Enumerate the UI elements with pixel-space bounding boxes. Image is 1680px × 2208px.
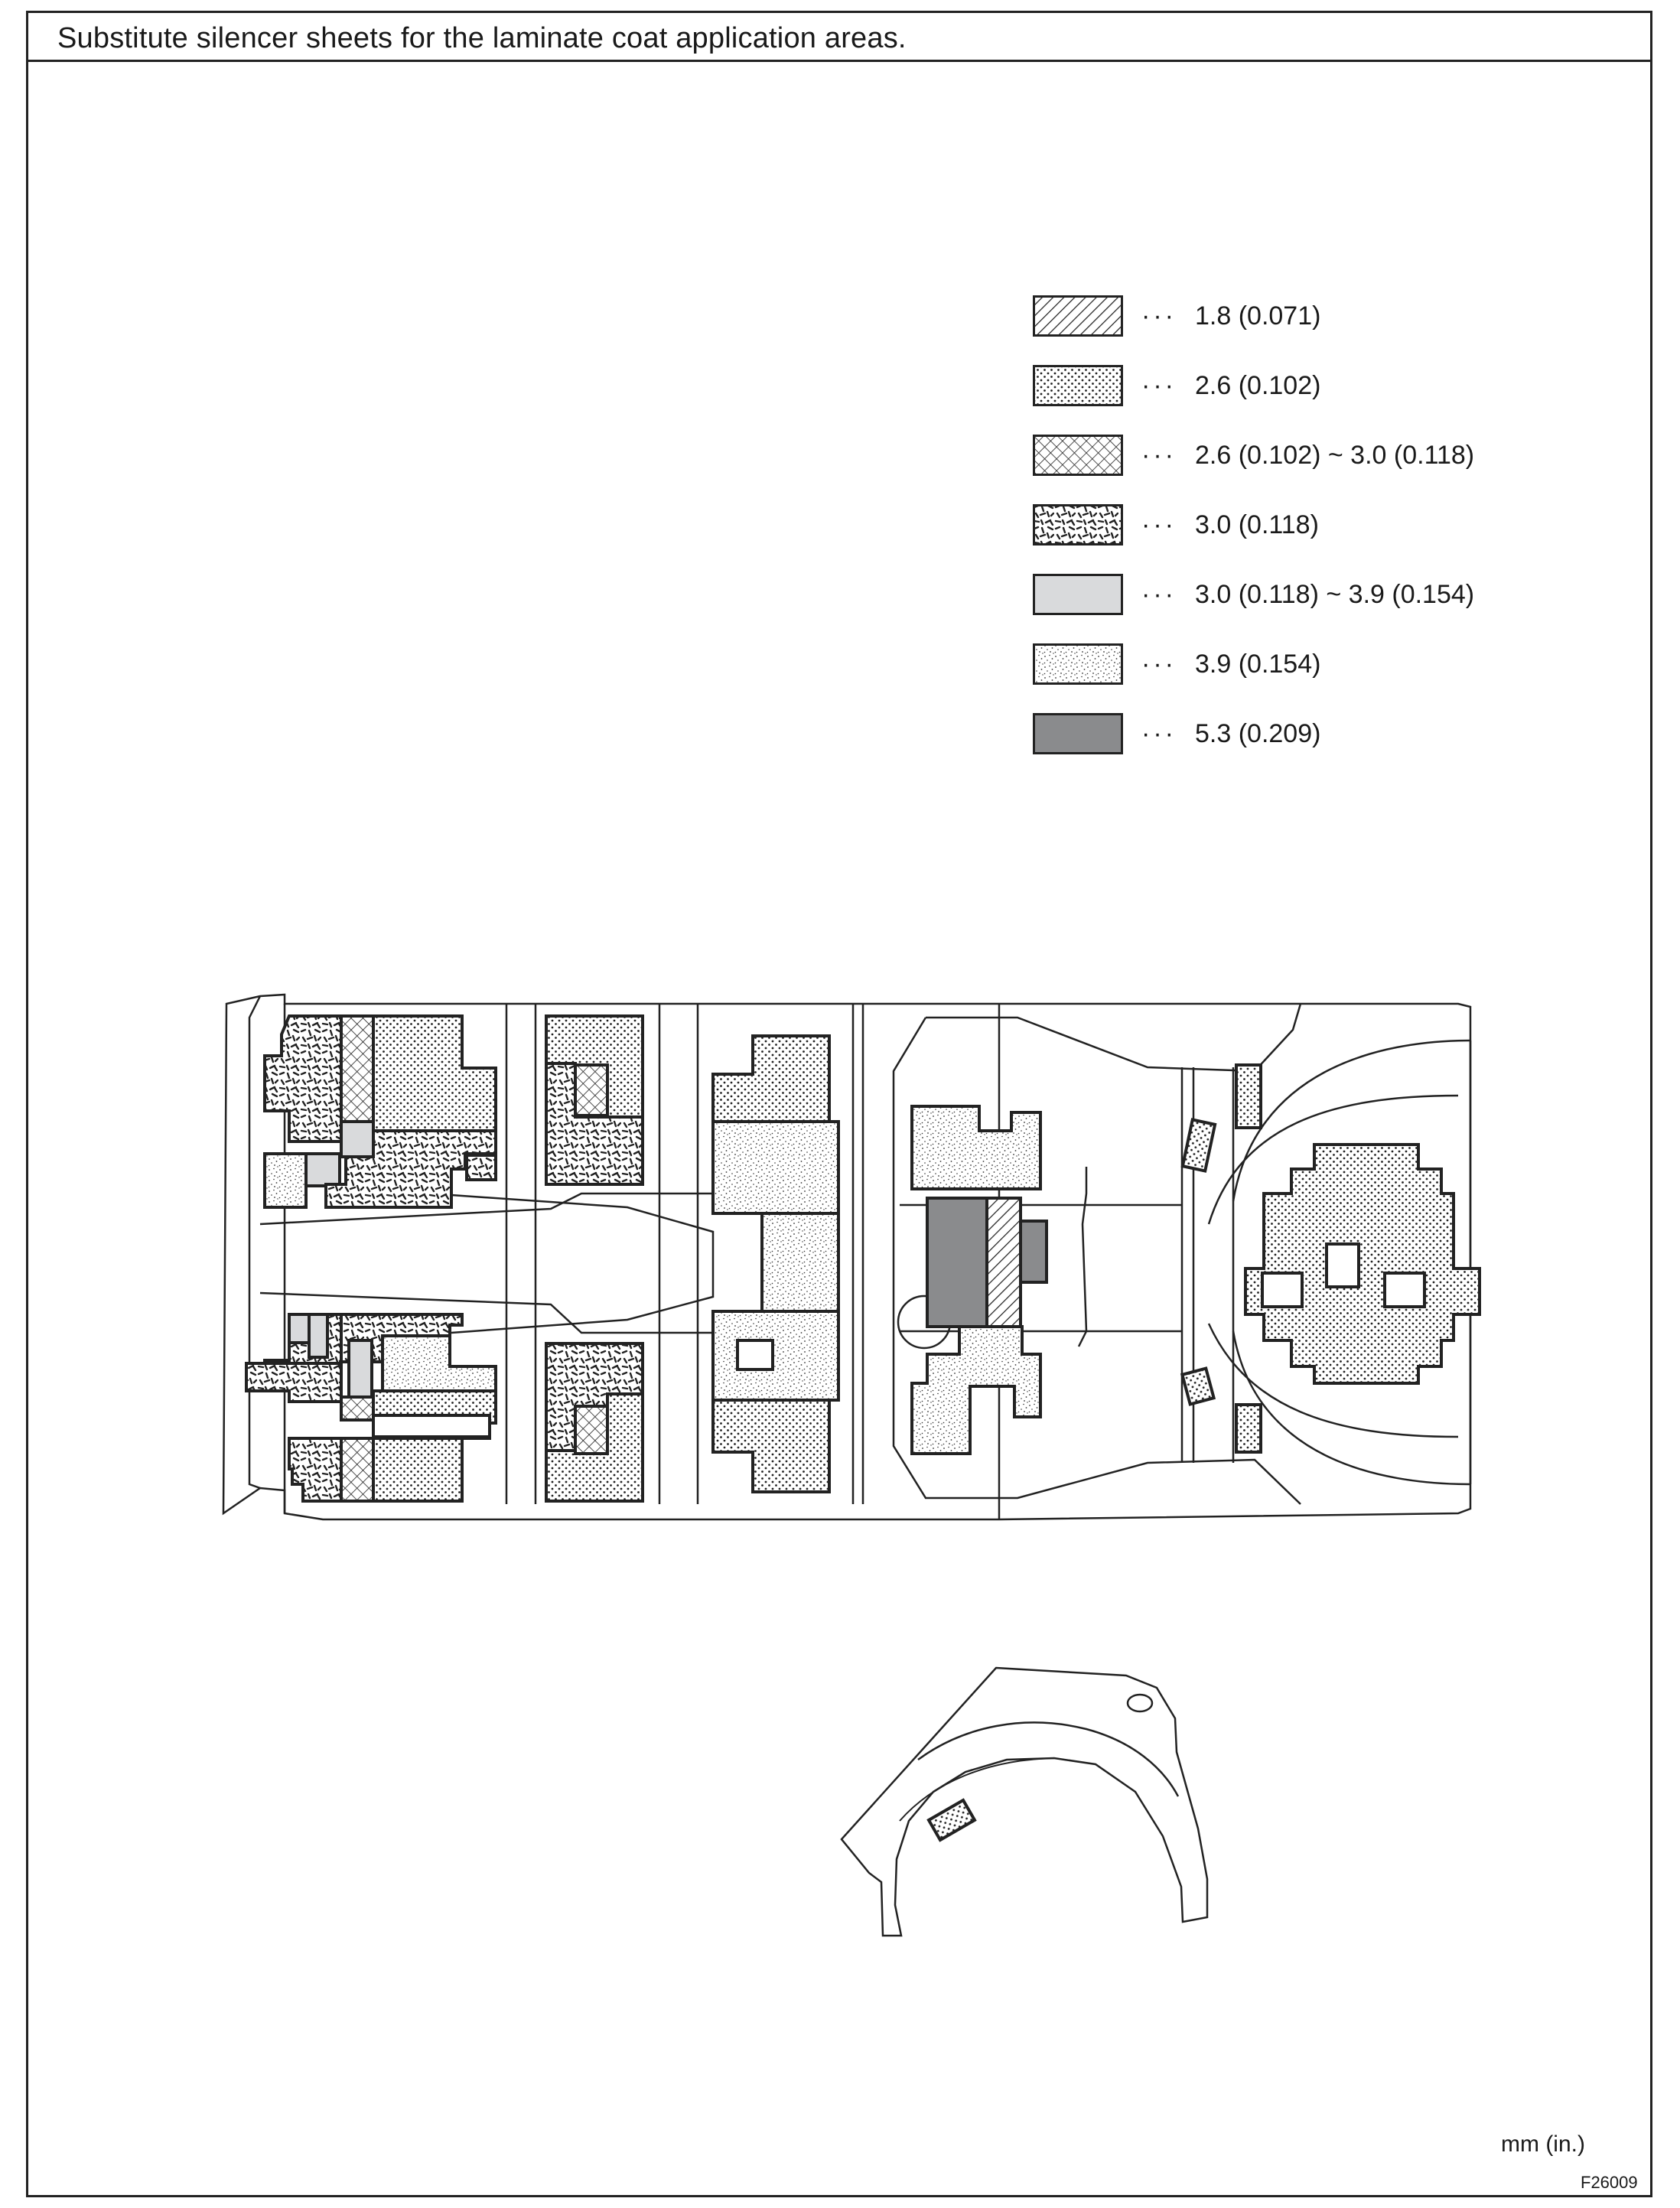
legend-label: 3.9 (0.154): [1195, 650, 1321, 679]
legend-label: 3.0 (0.118): [1195, 510, 1319, 539]
legend-label: 1.8 (0.071): [1195, 301, 1321, 331]
legend-leader: ···: [1141, 580, 1177, 609]
legend-leader: ···: [1141, 719, 1177, 748]
front-right-sheets: [246, 1314, 643, 1501]
figure-id: F26009: [1581, 2173, 1638, 2192]
legend-label: 2.6 (0.102) ~ 3.0 (0.118): [1195, 441, 1475, 470]
legend-leader: ···: [1141, 650, 1177, 679]
legend-label: 2.6 (0.102): [1195, 371, 1321, 400]
unit-note: mm (in.): [1501, 2131, 1585, 2157]
rear-floor-sheets: [912, 1106, 1047, 1454]
wheel-house-part: [842, 1668, 1207, 1936]
legend-leader: ···: [1141, 371, 1177, 400]
center-floor-sheets: [713, 1036, 838, 1492]
page-title: Substitute silencer sheets for the laminate coat application areas.: [57, 22, 907, 54]
legend-leader: ···: [1141, 510, 1177, 539]
tire-well-sheets: [1182, 1065, 1480, 1452]
legend-leader: ···: [1141, 441, 1177, 470]
legend-label: 3.0 (0.118) ~ 3.9 (0.154): [1195, 580, 1475, 609]
front-left-sheets: [265, 1016, 643, 1207]
legend-leader: ···: [1141, 301, 1177, 331]
legend-label: 5.3 (0.209): [1195, 719, 1321, 748]
